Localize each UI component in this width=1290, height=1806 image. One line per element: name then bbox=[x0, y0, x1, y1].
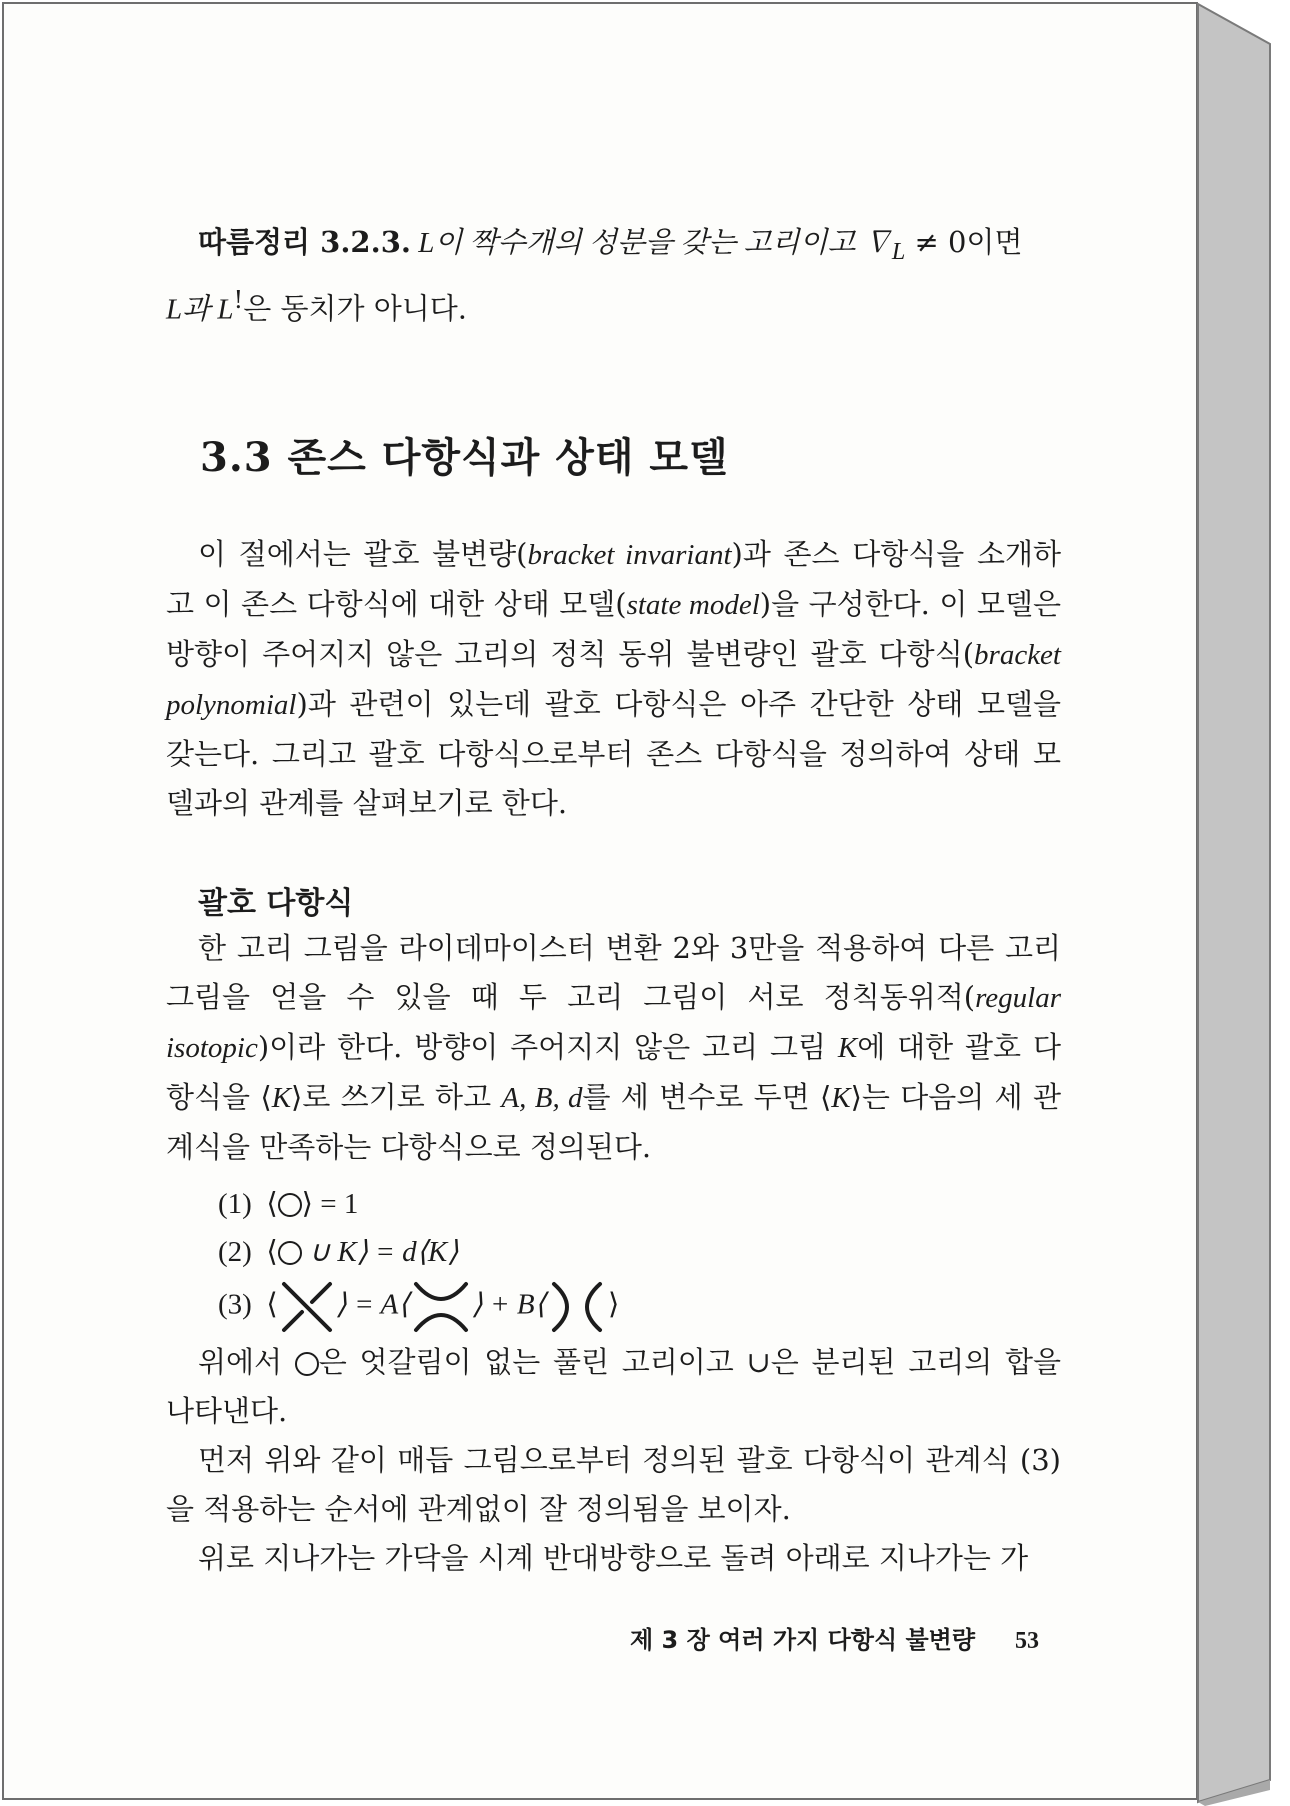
unknot-circle-icon-2 bbox=[278, 1241, 302, 1265]
formula-1-left-bracket: ⟨ bbox=[266, 1188, 278, 1220]
intro-text-3: )을 구성한다. 이 모델은 방향이 주어지지 않은 고리의 정칙 동위 불변량인 괄호 다항식( bbox=[166, 587, 1061, 671]
intro-text-4: )과 관련이 있는데 괄호 다항식은 아주 간단한 상태 모델을 갖는다. 그리고 괄호 다항식으로부터 존스 다항식을 정의하여 상태 모델과의 관계를 살펴보기로 한다. bbox=[166, 687, 1061, 820]
corollary-line-1 bbox=[166, 218, 1061, 276]
bracket-var-k: K bbox=[837, 1032, 858, 1064]
footer-chapter: 제 3 장 여러 가지 다항식 불변량 bbox=[630, 1626, 976, 1654]
after-paragraph-3: 위로 지나가는 가닥을 시계 반대방향으로 돌려 아래로 지나가는 가 bbox=[198, 1541, 1029, 1575]
intro-paragraph bbox=[166, 530, 1061, 828]
corollary-block bbox=[166, 218, 1061, 334]
section-title: 3.3 존스 다항식과 상태 모델 bbox=[200, 434, 729, 481]
bracket-text-5: 를 세 변수로 두면 ⟨ bbox=[582, 1080, 832, 1114]
bracket-term-regular-isotopic: regular isotopic bbox=[166, 982, 1061, 1064]
corollary-text-1: L이 짝수개의 성분을 갖는 고리이고 ∇ bbox=[410, 227, 892, 259]
vertical-smoothing-icon bbox=[546, 1278, 608, 1336]
intro-term-state-model: state model bbox=[626, 589, 760, 621]
formula-2-left-bracket: ⟨ bbox=[266, 1236, 278, 1268]
unknot-circle-icon bbox=[278, 1193, 302, 1217]
crossing-icon bbox=[278, 1278, 336, 1336]
bracket-text-2: )이라 한다. 방향이 주어지지 않은 고리 그림 bbox=[257, 1030, 838, 1064]
corollary-subscript: L bbox=[891, 237, 906, 265]
intro-term-bracket-polynomial: bracket polynomial bbox=[166, 639, 1061, 721]
intro-term-bracket-invariant: bracket invariant bbox=[527, 539, 732, 571]
intro-text-1: 이 절에서는 괄호 불변량( bbox=[198, 537, 528, 571]
formula-2 bbox=[218, 1234, 459, 1269]
formula-2-union: ∪ K bbox=[301, 1236, 357, 1268]
formula-1-right: ⟩ = 1 bbox=[301, 1188, 359, 1220]
bracket-vars-abd: A, B, d bbox=[501, 1082, 583, 1114]
formula-2-number: (2) bbox=[218, 1236, 252, 1268]
bracket-text-3: 에 대한 괄호 다항식을 ⟨ bbox=[166, 1030, 1061, 1114]
corollary-text-1-end: ≠ 0이면 bbox=[905, 225, 1023, 259]
bracket-text-1: 한 고리 그림을 라이데마이스터 변환 2와 3만을 적용하여 다른 고리 그림을 얻을 수 있을 때 두 고리 그림이 서로 정칙동위적( bbox=[166, 931, 1061, 1014]
formula-3-b-term: ⟩ + B⟨ bbox=[471, 1288, 546, 1321]
subheading: 괄호 다항식 bbox=[198, 886, 354, 921]
formula-1 bbox=[218, 1186, 358, 1221]
page-number: 53 bbox=[1015, 1628, 1040, 1654]
after-text-1: 위에서 bbox=[198, 1345, 295, 1379]
bracket-block bbox=[166, 924, 1061, 1172]
formula-3-a-term: ⟩ = A⟨ bbox=[335, 1288, 410, 1321]
bracket-text-6: ⟩는 다음의 세 관계식을 만족하는 다항식으로 정의된다. bbox=[166, 1080, 1061, 1164]
formula-1-number: (1) bbox=[218, 1188, 252, 1220]
corollary-line-2 bbox=[166, 276, 1061, 335]
formula-3-bracket-open: ⟨ bbox=[266, 1288, 278, 1321]
formula-2-right: ⟩ = d⟨K⟩ bbox=[356, 1236, 459, 1268]
formula-3-number: (3) bbox=[218, 1288, 252, 1321]
unknot-circle-icon-3 bbox=[295, 1352, 319, 1376]
after-paragraph bbox=[166, 1338, 1061, 1436]
formula-3 bbox=[218, 1278, 619, 1336]
after-block bbox=[166, 1338, 1061, 1436]
bracket-var-k-3: K bbox=[831, 1082, 851, 1114]
horizontal-smoothing-icon bbox=[410, 1278, 472, 1336]
corollary-label: 따름정리 3.2.3. bbox=[198, 225, 411, 259]
bracket-text-4: ⟩로 쓰기로 하고 bbox=[291, 1080, 502, 1114]
after-paragraph-2: 먼저 위와 같이 매듭 그림으로부터 정의된 괄호 다항식이 관계식 (3)을 적용하는 순서에 관계없이 잘 정의됨을 보이자. bbox=[166, 1443, 1061, 1526]
bracket-paragraph bbox=[166, 924, 1061, 1172]
formula-3-bracket-close: ⟩ bbox=[607, 1288, 620, 1321]
after-text-2: 은 엇갈림이 없는 풀린 고리이고 ∪은 분리된 고리의 합을 나타낸다. bbox=[166, 1345, 1061, 1428]
corollary-text-2: L과 L bbox=[166, 293, 234, 326]
corollary-superscript: ! bbox=[233, 285, 244, 314]
intro-text-2: )과 존스 다항식을 소개하고 이 존스 다항식에 대한 상태 모델( bbox=[166, 537, 1061, 621]
corollary-text-2-end: 은 동치가 아니다. bbox=[243, 291, 468, 326]
after-block-2 bbox=[166, 1436, 1061, 1583]
intro-block bbox=[166, 530, 1061, 828]
bracket-var-k-2: K bbox=[271, 1082, 292, 1114]
page-footer bbox=[630, 1620, 1039, 1655]
